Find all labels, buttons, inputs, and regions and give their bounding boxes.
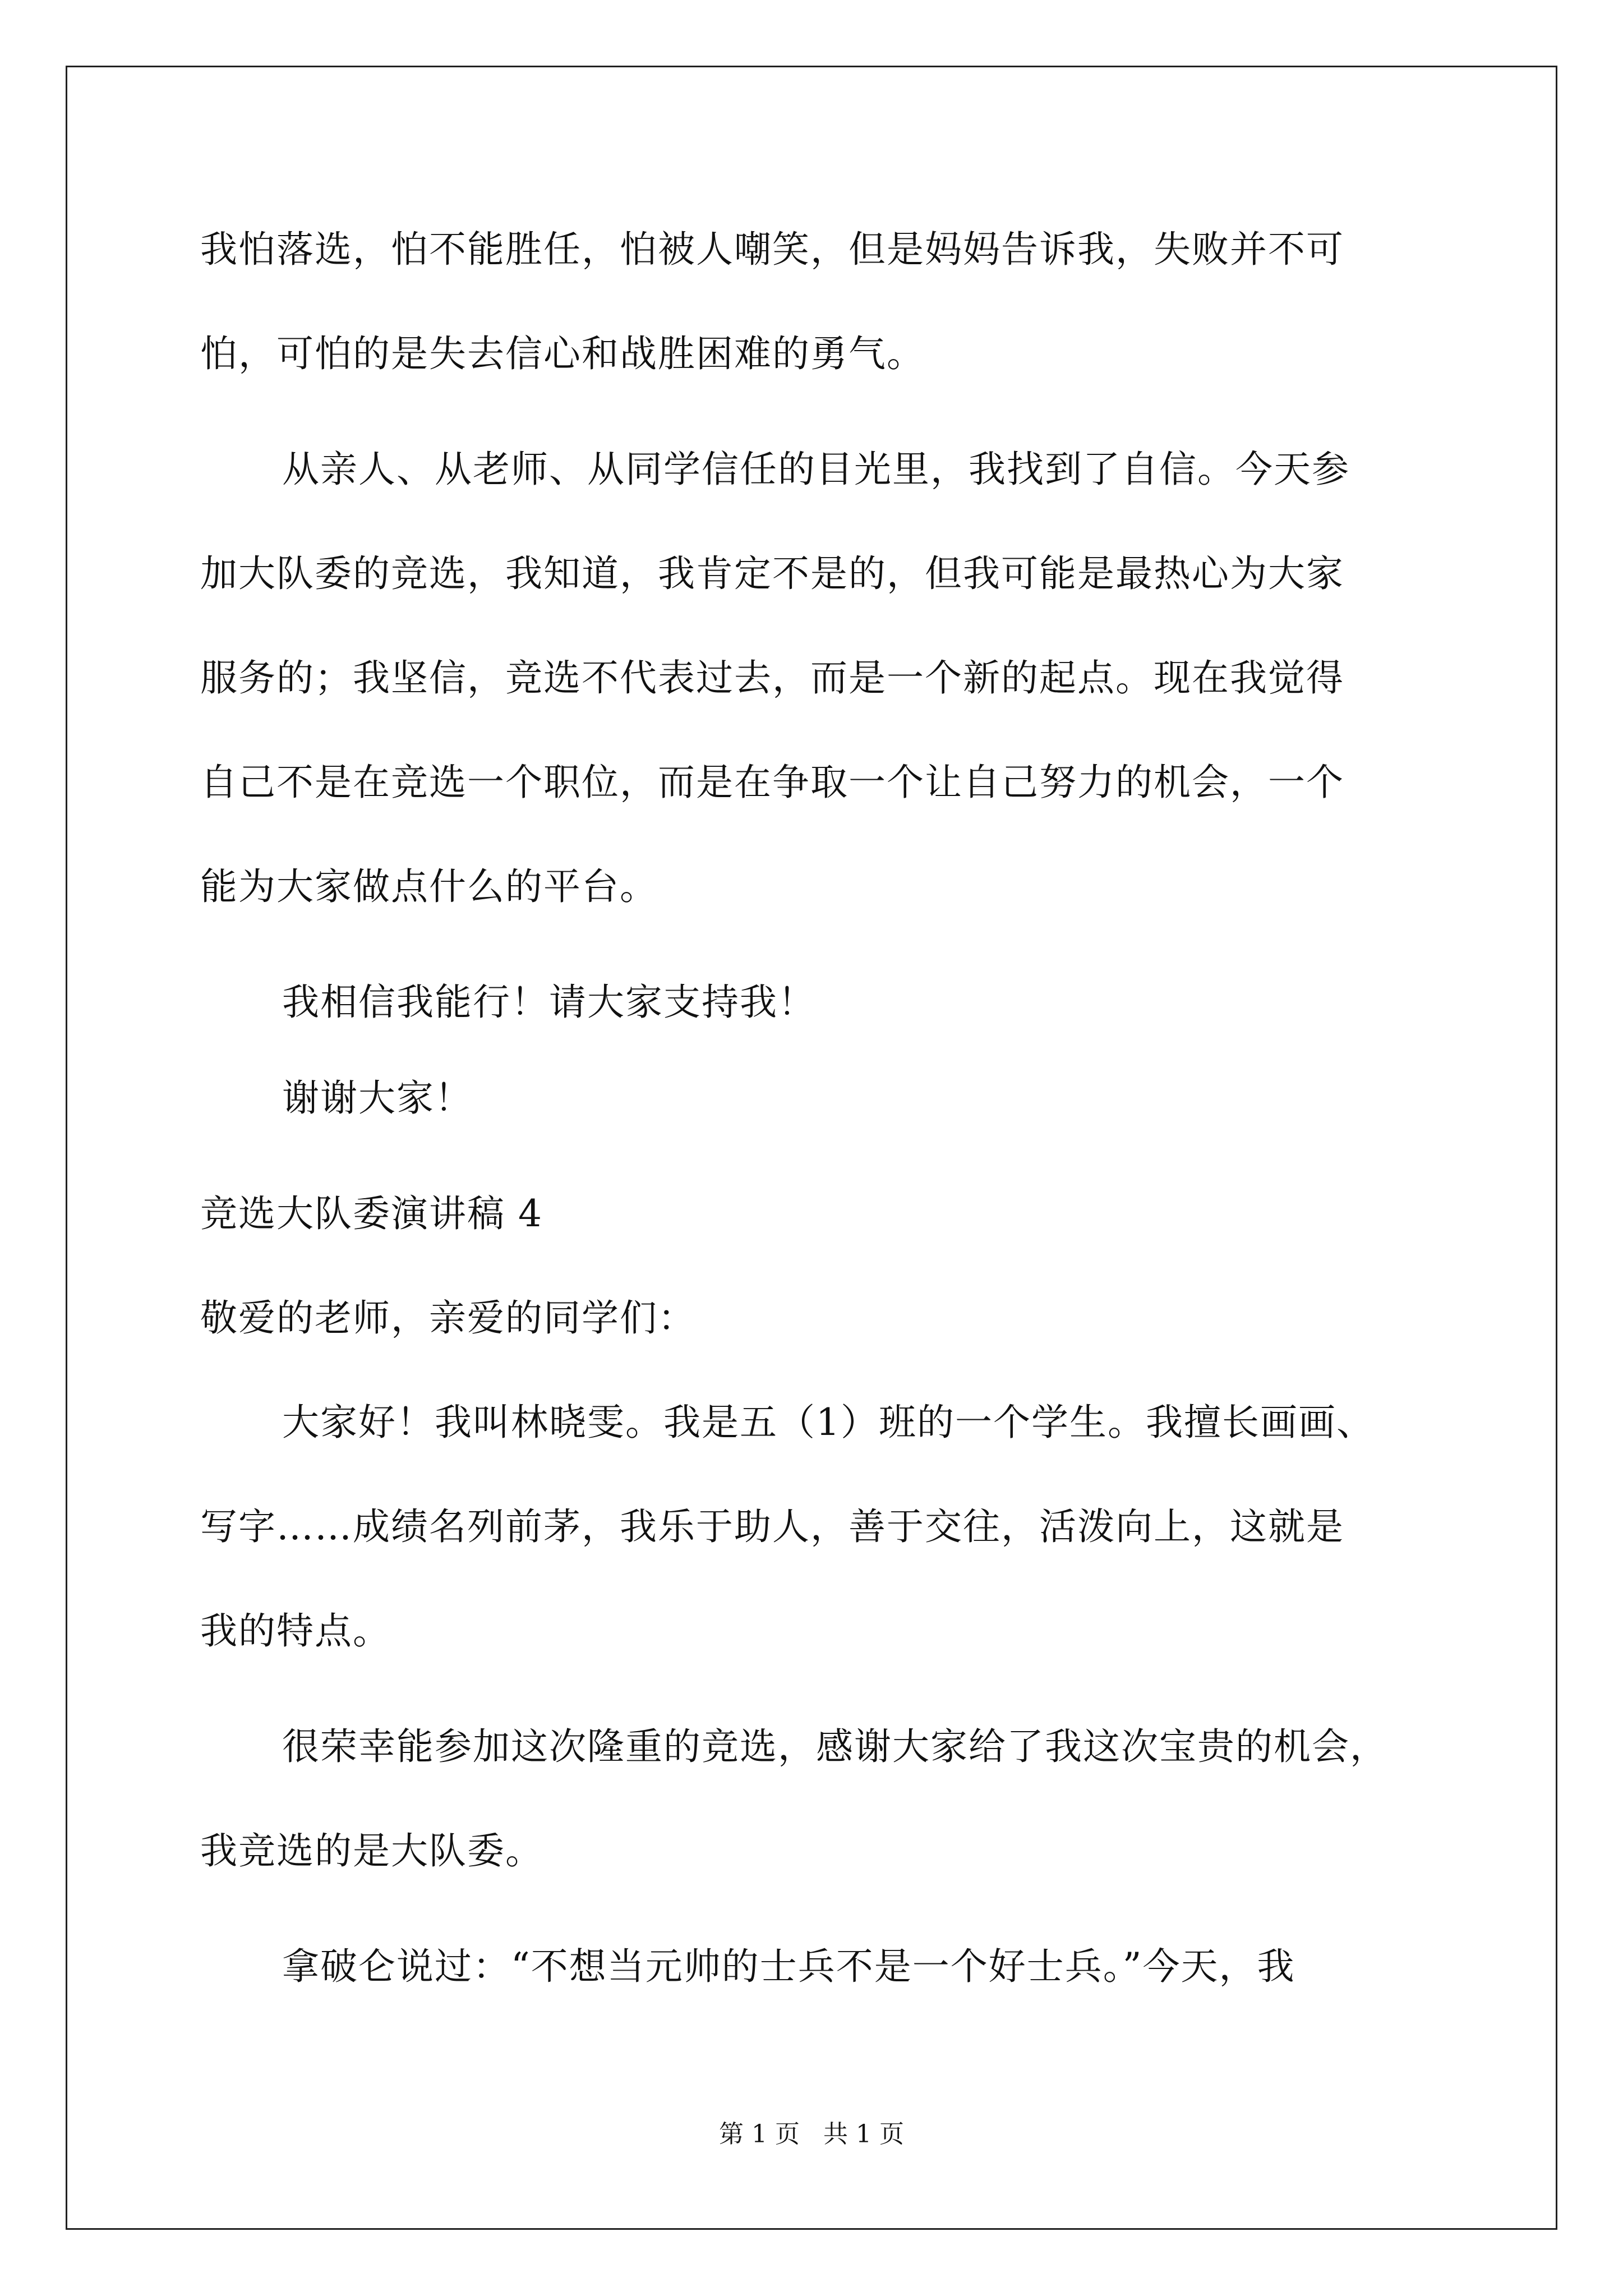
- text-line-7: 能为大家做点什么的平台。: [200, 865, 658, 908]
- text-line-15: 很荣幸能参加这次隆重的竞选，感谢大家给了我这次宝贵的机会，: [282, 1725, 1388, 1768]
- text-line-5: 服务的；我坚信，竞选不代表过去，而是一个新的起点。现在我觉得: [200, 656, 1344, 700]
- text-line-16: 我竞选的是大队委。: [200, 1829, 543, 1872]
- text-line-8: 我相信我能行！请大家支持我！: [282, 981, 816, 1024]
- text-line-3: 从亲人、从老师、从同学信任的目光里，我找到了自信。今天参: [282, 448, 1350, 491]
- text-line-4: 加大队委的竞选，我知道，我肯定不是的，但我可能是最热心为大家: [200, 552, 1344, 595]
- text-line-13: 写字……成绩名列前茅，我乐于助人，善于交往，活泼向上，这就是: [200, 1505, 1344, 1548]
- section-heading: 竞选大队委演讲稿 4: [200, 1192, 543, 1235]
- page-border: [66, 66, 1557, 2230]
- salutation: 敬爱的老师，亲爱的同学们：: [200, 1296, 696, 1340]
- text-line-6: 自己不是在竞选一个职位，而是在争取一个让自己努力的机会，一个: [200, 761, 1344, 804]
- text-line-12: 大家好！我叫林晓雯。我是五（1）班的一个学生。我擅长画画、: [282, 1401, 1375, 1444]
- text-line-14: 我的特点。: [200, 1609, 391, 1653]
- text-line-1: 我怕落选，怕不能胜任，怕被人嘲笑，但是妈妈告诉我，失败并不可: [200, 228, 1344, 271]
- text-line-9: 谢谢大家！: [282, 1076, 473, 1120]
- page-footer: 第 1 页 共 1 页: [719, 2120, 904, 2148]
- text-line-17: 拿破仑说过：“不想当元帅的士兵不是一个好士兵。”今天，我: [282, 1945, 1295, 1988]
- text-line-2: 怕，可怕的是失去信心和战胜困难的勇气。: [200, 332, 925, 375]
